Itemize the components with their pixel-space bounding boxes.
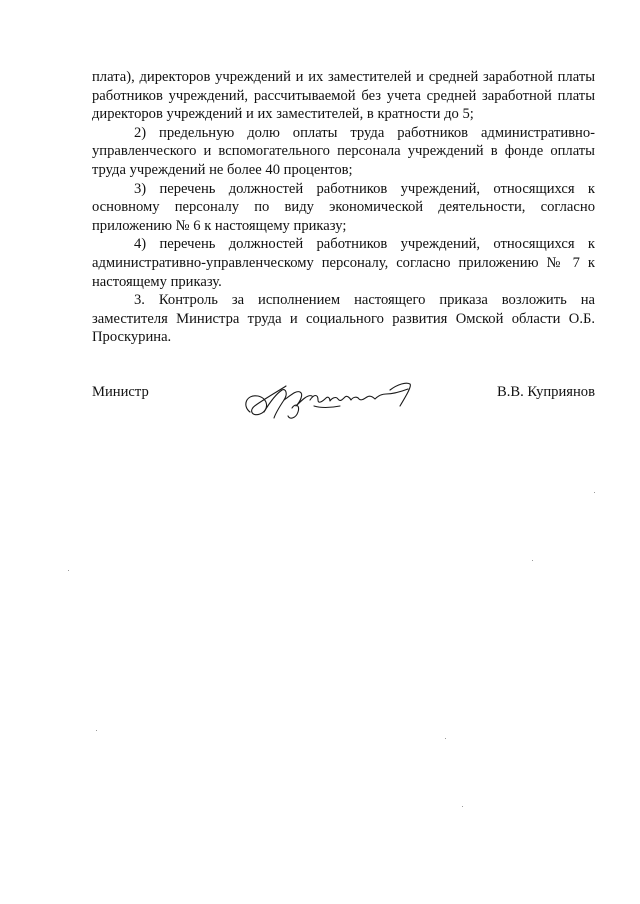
document-body — [92, 68, 595, 347]
scan-speck — [462, 806, 463, 807]
scan-speck — [445, 738, 446, 739]
scan-speck — [594, 492, 595, 493]
signature-block — [92, 378, 595, 438]
scan-speck — [68, 570, 69, 571]
paragraph-clause-3: 3. Контроль за исполнением настоящего приказа возложить на заместителя Министра труда и социального развития Омской области О.Б. Проскурина. — [92, 292, 595, 346]
paragraph-item-3: 3) перечень должностей работников учреждений, относящихся к основному персоналу по виду экономической деятельности, согласно приложению № 6 к настоящему приказу; — [92, 180, 595, 234]
paragraph-item-2: 2) предельную долю оплаты труда работников административно-управленческого и вспомогательного персонала учреждений в фонде оплаты труда учреждений не более 40 процентов; — [92, 124, 595, 178]
paragraph-item-4: 4) перечень должностей работников учреждений, относящихся к административно-управленческому персоналу, согласно приложению № 7 к настоящему приказу. — [92, 236, 595, 290]
handwritten-signature — [240, 372, 420, 428]
signer-name: В.В. Куприянов — [497, 384, 595, 400]
scan-speck — [532, 560, 533, 561]
signer-position: Министр — [92, 384, 149, 400]
paragraph-continuation: плата), директоров учреждений и их заместителей и средней заработной платы работников учреждений, рассчитываемой без учета средней заработной платы директоров учреждений и их заместителей, в кратности до 5; — [92, 69, 595, 123]
scan-speck — [96, 730, 97, 731]
